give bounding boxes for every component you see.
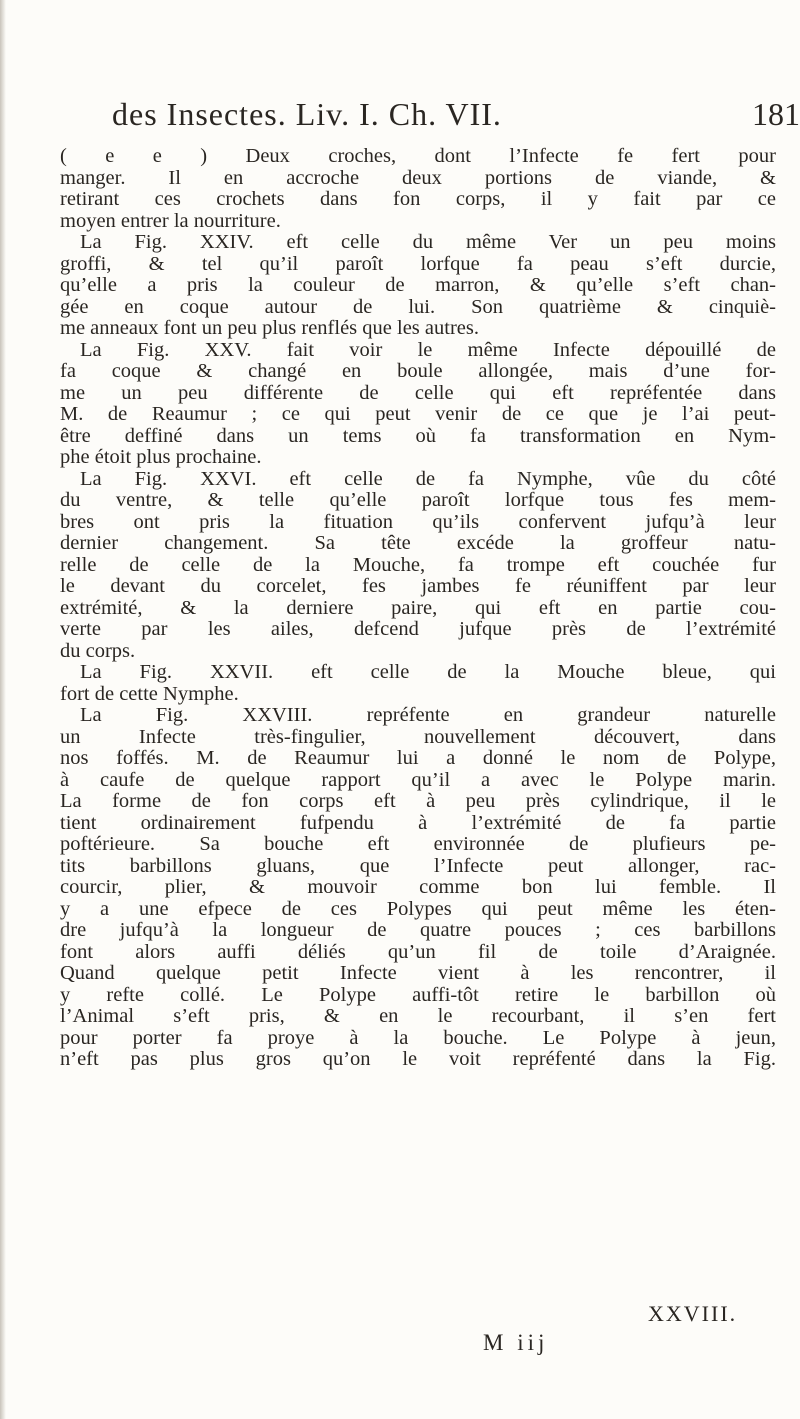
text-line: pour porter fa proye à la bouche. Le Polype à jeun, xyxy=(60,1027,776,1049)
text-line: relle de celle de la Mouche, fa trompe eft couchée fur xyxy=(60,554,776,576)
text-line: nos foffés. M. de Reaumur lui a donné le nom de Polype, xyxy=(60,748,776,769)
text-line: font alors auffi déliés qu’un fil de toile d’Araignée. xyxy=(60,941,776,963)
text-line: phe étoit plus prochaine. xyxy=(60,447,262,468)
page-number: 181 xyxy=(752,96,800,132)
text-line: Quand quelque petit Infecte vient à les rencontrer, il xyxy=(60,963,776,984)
text-line: courcir, plier, & mouvoir comme bon lui femble. Il xyxy=(60,877,776,898)
page-header xyxy=(0,96,800,136)
catchword: XXVIII. xyxy=(648,1301,738,1326)
text-line: verte par les ailes, defcend jufque près de l’extrémité xyxy=(60,619,776,640)
text-line: y refte collé. Le Polype auffi-tôt retire le barbillon où xyxy=(60,984,776,1006)
text-line: gée en coque autour de lui. Son quatrième & cinquiè- xyxy=(60,296,776,318)
text-line: fort de cette Nymphe. xyxy=(60,683,239,705)
text-line: tits barbillons gluans, que l’Infecte peut allonger, rac- xyxy=(60,855,776,877)
text-line: qu’elle a pris la couleur de marron, & qu’elle s’eft chan- xyxy=(60,275,776,296)
text-line: dre jufqu’à la longueur de quatre pouces ; ces barbillons xyxy=(60,920,776,941)
text-line: fa coque & changé en boule allongée, mais d’une for- xyxy=(60,361,776,382)
text-line: La Fig. XXIV. eft celle du même Ver un peu moins xyxy=(80,232,776,253)
text-line: moyen entrer la nourriture. xyxy=(60,210,281,232)
text-line: y a une efpece de ces Polypes qui peut même les éten- xyxy=(60,898,776,920)
text-line: manger. Il en accroche deux portions de viande, & xyxy=(60,167,776,189)
text-line: groffi, & tel qu’il paroît lorfque fa peau s’eft durcie, xyxy=(60,253,776,275)
text-line: extrémité, & la derniere paire, qui eft en partie cou- xyxy=(60,597,776,619)
text-line: me un peu différente de celle qui eft repréfentée dans xyxy=(60,382,776,404)
text-line: à caufe de quelque rapport qu’il a avec le Polype marin. xyxy=(60,769,776,791)
text-line: La Fig. XXVIII. repréfente en grandeur naturelle xyxy=(80,705,776,726)
text-line: n’eft pas plus gros qu’on le voit repréfenté dans la Fig. xyxy=(60,1049,776,1070)
text-line: l’Animal s’eft pris, & en le recourbant, il s’en fert xyxy=(60,1006,776,1027)
text-line: tient ordinairement fufpendu à l’extrémité de fa partie xyxy=(60,812,776,834)
text-line: du ventre, & telle qu’elle paroît lorfque tous fes mem- xyxy=(60,490,776,511)
text-line: être deffiné dans un tems où fa transformation en Nym- xyxy=(60,425,776,447)
text-line: La Fig. XXV. fait voir le même Infecte dépouillé de xyxy=(80,339,776,361)
text-line: M. de Reaumur ; ce qui peut venir de ce que je l’ai peut- xyxy=(60,404,776,425)
text-line: bres ont pris la fituation qu’ils confervent jufqu’à leur xyxy=(60,511,776,533)
text-line: La forme de fon corps eft à peu près cylindrique, il le xyxy=(60,791,776,812)
running-title: des Insectes. Liv. I. Ch. VII. xyxy=(112,96,502,132)
text-line: poftérieure. Sa bouche eft environnée de plufieurs pe- xyxy=(60,834,776,855)
text-line: du corps. xyxy=(60,640,136,662)
text-line: dernier changement. Sa tête excéde la groffeur natu- xyxy=(60,533,776,554)
text-line: un Infecte très-fingulier, nouvellement découvert, dans xyxy=(60,726,776,748)
text-line: le devant du corcelet, fes jambes fe réuniffent par leur xyxy=(60,576,776,597)
text-line: La Fig. XXVII. eft celle de la Mouche bleue, qui xyxy=(80,662,776,683)
text-line: ( e e ) Deux croches, dont l’Infecte fe fert pour xyxy=(60,146,776,167)
page-edge-shadow xyxy=(0,0,6,1419)
text-line: retirant ces crochets dans fon corps, il y fait par ce xyxy=(60,189,776,210)
signature-mark: M iij xyxy=(483,1330,549,1355)
text-line: La Fig. XXVI. eft celle de fa Nymphe, vûe du côté xyxy=(80,468,776,490)
text-line: me anneaux font un peu plus renflés que les autres. xyxy=(60,318,479,339)
body-text xyxy=(60,146,776,1071)
